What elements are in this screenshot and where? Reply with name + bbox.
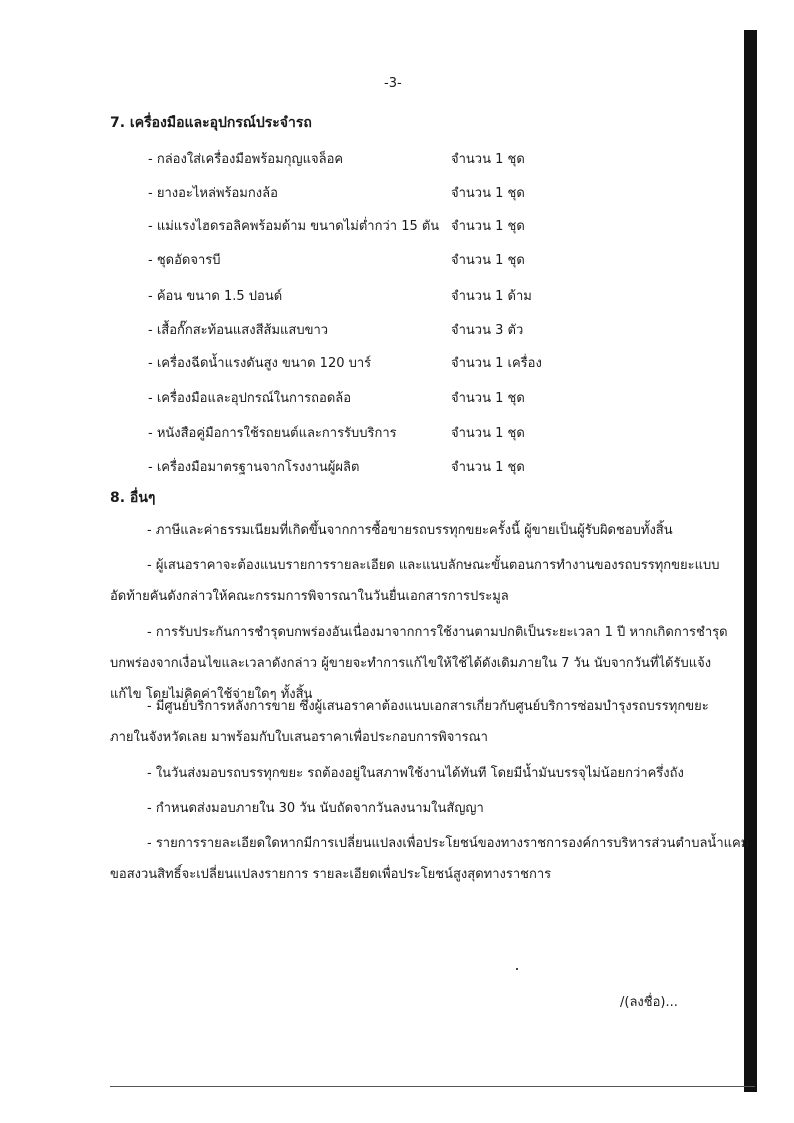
- paragraph-delivery-deadline: [110, 793, 710, 824]
- scan-speck: [516, 968, 518, 970]
- list-item: [148, 387, 738, 407]
- item-quantity: จำนวน 1 ชุด: [451, 186, 525, 201]
- signature-continuation: /(ลงชื่อ)...: [620, 995, 678, 1010]
- paragraph-line: - ผู้เสนอราคาจะต้องแนบรายการรายละเอียด และแนบลักษณะขั้นตอนการทำงานของรถบรรทุกขยะแบบ: [147, 558, 720, 573]
- item-name: - เครื่องมือมาตรฐานจากโรงงานผู้ผลิต: [148, 460, 360, 475]
- item-quantity: จำนวน 1 ชุด: [451, 253, 525, 268]
- item-quantity: จำนวน 1 ชุด: [451, 460, 525, 475]
- item-name: - กล่องใส่เครื่องมือพร้อมกุญแจล็อค: [148, 152, 344, 167]
- paragraph-line: - มีศูนย์บริการหลังการขาย ซึ่งผู้เสนอราคาต้องแนบเอกสารเกี่ยวกับศูนย์บริการซ่อมบำรุงรถบรรทุกขยะ: [147, 699, 709, 714]
- item-name: - ยางอะไหล่พร้อมกงล้อ: [148, 186, 278, 201]
- item-name: - แม่แรงไฮดรอลิคพร้อมด้าม ขนาดไม่ต่ำกว่า 15 ตัน: [148, 219, 440, 234]
- scan-edge-bar: [744, 30, 757, 1092]
- list-item: [148, 148, 738, 168]
- list-item: [148, 456, 738, 476]
- list-item: [148, 319, 738, 339]
- paragraph-line: ขอสงวนสิทธิ์จะเปลี่ยนแปลงรายการ รายละเอียดเพื่อประโยชน์สูงสุดทางราชการ: [110, 867, 552, 882]
- item-quantity: จำนวน 3 ตัว: [451, 323, 524, 338]
- paragraph-line: - ภาษีและค่าธรรมเนียมที่เกิดขึ้นจากการซื้อขายรถบรรทุกขยะครั้งนี้ ผู้ขายเป็นผู้รับผิดชอบทั้งสิ้น: [147, 523, 673, 538]
- list-item: [148, 182, 738, 202]
- page-number: -3-: [384, 76, 402, 91]
- item-quantity: จำนวน 1 ชุด: [451, 219, 525, 234]
- item-quantity: จำนวน 1 ชุด: [451, 426, 525, 441]
- item-name: - หนังสือคู่มือการใช้รถยนต์และการรับบริการ: [148, 426, 397, 441]
- paragraph-service-center: [110, 691, 710, 753]
- section-7-heading: 7. เครื่องมือและอุปกรณ์ประจำรถ: [110, 115, 312, 131]
- section-8-heading: 8. อื่นๆ: [110, 490, 156, 506]
- paragraph-line: แก้ไข โดยไม่คิดค่าใช้จ่ายใดๆ ทั้งสิ้น: [110, 687, 313, 702]
- paragraph-documents: [110, 550, 720, 612]
- paragraph-line: - ในวันส่งมอบรถบรรทุกขยะ รถต้องอยู่ในสภาพใช้งานได้ทันที โดยมีน้ำมันบรรจุไม่น้อยกว่าครึ่งถัง: [147, 766, 684, 781]
- paragraph-line: อัดท้ายคันดังกล่าวให้คณะกรรมการพิจารณาในวันยื่นเอกสารการประมูล: [110, 589, 509, 604]
- item-name: - เครื่องมือและอุปกรณ์ในการถอดล้อ: [148, 391, 352, 406]
- list-item: [148, 285, 738, 305]
- paragraph-line: บกพร่องจากเงื่อนไขและเวลาดังกล่าว ผู้ขายจะทำการแก้ไขให้ใช้ได้ดังเดิมภายใน 7 วัน นับจากวันที่ได้รับแจ้ง: [110, 656, 712, 671]
- paragraph-line: - กำหนดส่งมอบภายใน 30 วัน นับถัดจากวันลงนามในสัญญา: [147, 801, 484, 816]
- item-name: - ค้อน ขนาด 1.5 ปอนด์: [148, 289, 283, 304]
- item-quantity: จำนวน 1 เครื่อง: [451, 356, 542, 371]
- paragraph-tax: [110, 515, 710, 546]
- item-quantity: จำนวน 1 ด้าม: [451, 289, 532, 304]
- paragraph-change-rights: [110, 828, 750, 890]
- list-item: [148, 352, 738, 372]
- list-item: [148, 249, 738, 269]
- paragraph-delivery-condition: [110, 758, 710, 789]
- list-item: [148, 215, 738, 235]
- page-bottom-rule: [110, 1086, 755, 1087]
- item-quantity: จำนวน 1 ชุด: [451, 152, 525, 167]
- list-item: [148, 422, 738, 442]
- item-name: - เครื่องฉีดน้ำแรงดันสูง ขนาด 120 บาร์: [148, 356, 372, 371]
- item-name: - ชุดอัดจารบี: [148, 253, 221, 268]
- paragraph-line: - รายการรายละเอียดใดหากมีการเปลี่ยนแปลงเพื่อประโยชน์ของทางราชการองค์การบริหารส่วนตำบลน้ำแคม: [147, 836, 750, 851]
- item-name: - เสื้อกั๊กสะท้อนแสงสีส้มแสบขาว: [148, 323, 329, 338]
- item-quantity: จำนวน 1 ชุด: [451, 391, 525, 406]
- paragraph-line: - การรับประกันการชำรุดบกพร่องอันเนื่องมาจากการใช้งานตามปกติเป็นระยะเวลา 1 ปี หากเกิดการชำรุด: [147, 625, 728, 640]
- paragraph-line: ภายในจังหวัดเลย มาพร้อมกับใบเสนอราคาเพื่อประกอบการพิจารณา: [110, 730, 488, 745]
